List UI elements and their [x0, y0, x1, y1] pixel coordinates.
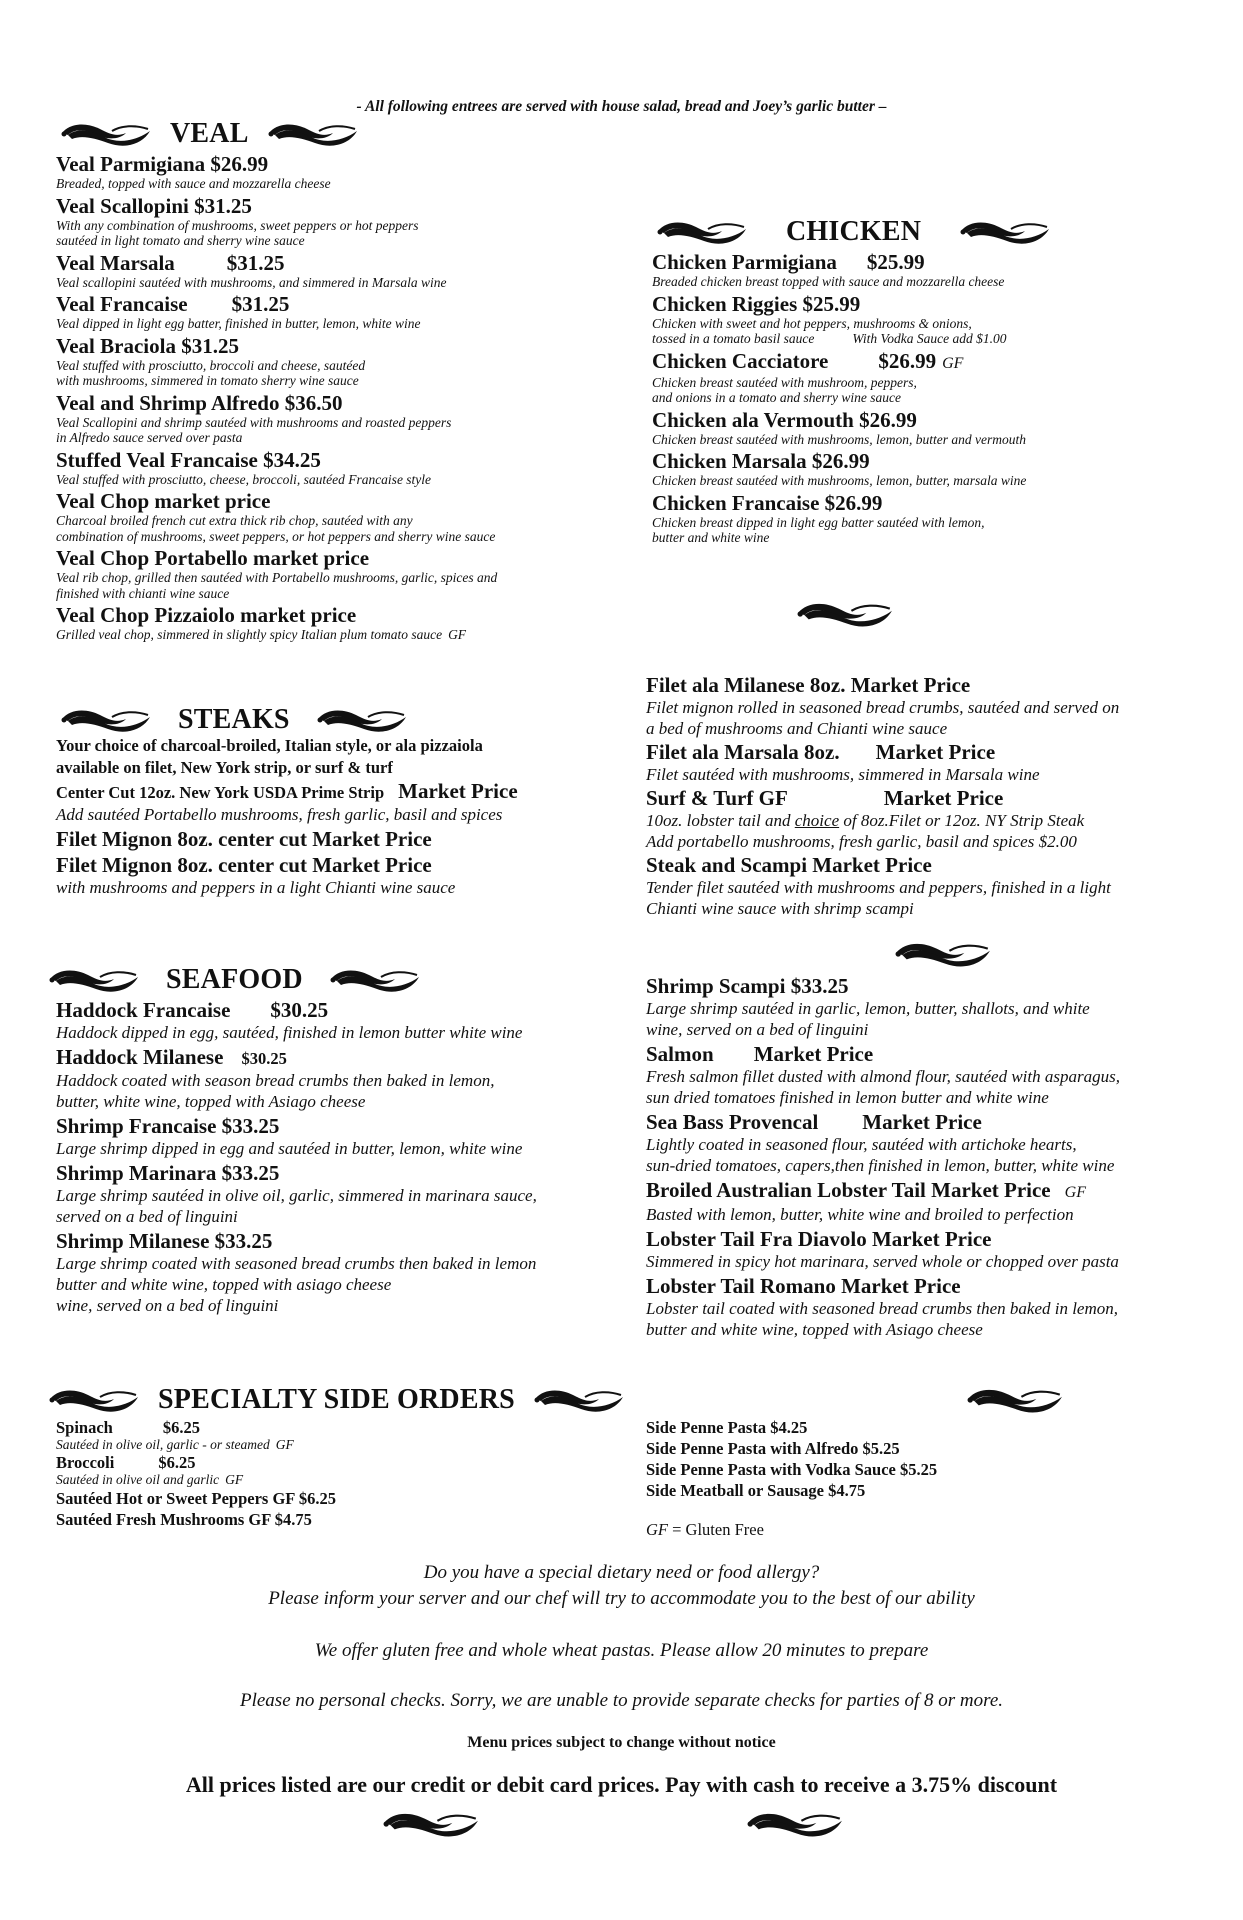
- menu-item: [646, 1179, 1226, 1225]
- item-desc: Sautéed in olive oil, garlic - or steamed: [56, 1437, 270, 1452]
- item-price: Market Price: [398, 779, 518, 803]
- item-desc: Chicken with sweet and hot peppers, mushrooms & onions,: [652, 315, 972, 331]
- item-desc: and onions in a tomato and sherry wine sauce: [652, 390, 901, 405]
- item-name: Veal Braciola $31.25: [56, 333, 239, 358]
- item-name: Shrimp Milanese $33.25: [56, 1229, 273, 1253]
- scroll-divider-icon: [376, 1808, 486, 1845]
- item-price: Market Price: [875, 740, 996, 764]
- item-desc: with mushrooms, simmered in tomato sherry wine sauce: [56, 373, 359, 388]
- item-name: Sea Bass Provencal: [646, 1110, 819, 1134]
- item-desc: finished with chianti wine sauce: [56, 585, 230, 601]
- chicken-title: CHICKEN: [786, 216, 922, 247]
- menu-item: [56, 1046, 624, 1112]
- menu-item: [56, 293, 616, 332]
- item-name: Chicken Parmigiana: [652, 250, 837, 274]
- item-desc: butter and white wine: [652, 530, 770, 545]
- item-desc: Large shrimp sautéed in olive oil, garlic, simmered in marinara sauce,: [56, 1186, 537, 1205]
- item-name: Chicken Marsala $26.99: [652, 449, 870, 473]
- item-price: $6.25: [162, 1418, 200, 1437]
- item-price: Market Price: [753, 1042, 874, 1066]
- menu-item: [646, 1228, 1226, 1272]
- steaks-intro: available on filet, New York strip, or surf & turf: [56, 758, 393, 777]
- item-name: Shrimp Scampi $33.25: [646, 974, 849, 998]
- item-price: $26.99: [878, 348, 937, 373]
- chicken-header: [652, 216, 1212, 248]
- veal-header: [56, 118, 616, 150]
- gluten-free-badge: GF: [942, 354, 964, 372]
- price-change-note: Menu prices subject to change without notice: [467, 1734, 776, 1751]
- item-desc: in Alfredo sauce served over pasta: [56, 430, 243, 445]
- checks-note: Please no personal checks. Sorry, we are unable to provide separate checks for parties of 8 or more.: [239, 1690, 1004, 1711]
- item-name: Salmon: [646, 1042, 714, 1066]
- item-desc: Sautéed in olive oil and garlic: [56, 1471, 220, 1487]
- item-name: Filet Mignon 8oz. center cut Market Price: [56, 853, 432, 877]
- item-name: Chicken Cacciatore: [652, 348, 829, 373]
- side-item: Side Penne Pasta $4.25: [646, 1418, 808, 1437]
- item-name: Veal Francaise: [56, 292, 188, 316]
- item-desc: Simmered in spicy hot marinara, served whole or chopped over pasta: [646, 1252, 1119, 1271]
- veal-title: VEAL: [170, 118, 249, 149]
- side-item: [56, 1418, 616, 1453]
- allergy-question: Do you have a special dietary need or food allergy?: [423, 1562, 820, 1583]
- steaks-intro: Your choice of charcoal-broiled, Italian style, or ala pizzaiola: [56, 736, 483, 755]
- steaks-right-section: [646, 674, 1226, 919]
- menu-item: [56, 490, 616, 544]
- item-name: Veal Parmigiana $26.99: [56, 152, 269, 176]
- menu-item: [652, 492, 1212, 546]
- scroll-ornament-icon: [263, 119, 363, 149]
- item-name: Broiled Australian Lobster Tail Market Price: [646, 1178, 1051, 1202]
- item-name: Haddock Milanese: [56, 1045, 224, 1069]
- item-desc: Large shrimp coated with seasoned bread crumbs then baked in lemon: [56, 1254, 537, 1273]
- item-desc: Tender filet sautéed with mushrooms and peppers, finished in a light: [646, 878, 1111, 897]
- item-name: Veal Chop Portabello market price: [56, 546, 370, 570]
- sides-header: [44, 1384, 629, 1416]
- item-name: Steak and Scampi Market Price: [646, 853, 932, 877]
- item-desc: Add sautéed Portabello mushrooms, fresh garlic, basil and spices: [56, 805, 503, 824]
- item-desc: Haddock dipped in egg, sautéed, finished in lemon butter white wine: [56, 1023, 523, 1042]
- item-price: $25.99: [866, 250, 925, 274]
- item-desc: Grilled veal chop, simmered in slightly spicy Italian plum tomato sauce: [56, 627, 443, 642]
- item-desc: sautéed in light tomato and sherry wine sauce: [56, 233, 305, 248]
- scroll-divider-icon: [740, 1808, 850, 1845]
- menu-item: [56, 1162, 624, 1227]
- item-name: Lobster Tail Romano Market Price: [646, 1274, 961, 1298]
- menu-item: [56, 335, 616, 389]
- gf-key: GF: [646, 1520, 668, 1539]
- item-desc: Veal Scallopini and shrimp sautéed with mushrooms and roasted peppers: [56, 414, 452, 430]
- item-desc: Charcoal broiled french cut extra thick rib chop, sautéed with any: [56, 513, 413, 528]
- scroll-divider-icon: [790, 598, 900, 635]
- item-desc: Filet mignon rolled in seasoned bread crumbs, sautéed and served on: [646, 698, 1120, 717]
- item-desc: Haddock coated with season bread crumbs then baked in lemon,: [56, 1071, 495, 1090]
- scroll-ornament-icon: [56, 119, 156, 149]
- item-desc: butter and white wine, topped with asiago cheese: [56, 1275, 392, 1294]
- menu-item: [56, 1115, 624, 1159]
- item-desc: Basted with lemon, butter, white wine and broiled to perfection: [646, 1205, 1074, 1224]
- seafood-title: SEAFOOD: [166, 964, 303, 995]
- item-desc: Chicken breast dipped in light egg batter sautéed with lemon,: [652, 514, 985, 530]
- scroll-ornament-icon: [955, 217, 1055, 247]
- menu-item: [56, 153, 616, 192]
- menu-item: [652, 450, 1212, 489]
- sides-right: [646, 1418, 1206, 1540]
- item-desc: served on a bed of linguini: [56, 1207, 238, 1226]
- item-name: Filet Mignon 8oz. center cut Market Price: [56, 827, 432, 851]
- scroll-ornament-icon: [44, 965, 144, 995]
- item-name: Spinach: [56, 1418, 113, 1437]
- gluten-free-badge: GF: [448, 627, 467, 642]
- seafood-right-section: [646, 972, 1226, 1340]
- side-item: Side Meatball or Sausage $4.75: [646, 1481, 866, 1500]
- item-name: Veal Scallopini $31.25: [56, 193, 252, 218]
- menu-item: [646, 975, 1226, 1040]
- side-item: Side Penne Pasta with Alfredo $5.25: [646, 1439, 900, 1458]
- menu-item: [56, 449, 616, 488]
- item-name: Haddock Francaise: [56, 998, 231, 1022]
- item-desc: Add portabello mushrooms, fresh garlic, basil and spices $2.00: [646, 832, 1077, 851]
- gluten-free-badge: GF: [1064, 1184, 1086, 1201]
- menu-item: [56, 392, 616, 446]
- item-name: Surf & Turf GF: [646, 786, 788, 810]
- seafood-header: [44, 964, 624, 996]
- scroll-divider-icon: [960, 1384, 1070, 1421]
- menu-item: [56, 195, 616, 249]
- veal-section: [56, 118, 616, 643]
- sides-left: [56, 1418, 616, 1529]
- item-desc: Veal scallopini sautéed with mushrooms, and simmered in Marsala wine: [56, 274, 447, 290]
- item-desc: With any combination of mushrooms, sweet peppers or hot peppers: [56, 217, 419, 233]
- item-desc: Filet sautéed with mushrooms, simmered in Marsala wine: [646, 765, 1040, 784]
- item-desc: 10oz. lobster tail and: [646, 811, 795, 830]
- item-price: Market Price: [883, 786, 1004, 810]
- item-name: Chicken Francaise $26.99: [652, 490, 883, 515]
- item-desc: Chianti wine sauce with shrimp scampi: [646, 899, 914, 918]
- gluten-free-badge: GF: [225, 1471, 244, 1487]
- menu-item: [652, 293, 1212, 347]
- item-price: $31.25: [226, 250, 285, 275]
- menu-item: [652, 409, 1212, 448]
- cash-discount-note: All prices listed are our credit or debit card prices. Pay with cash to receive a 3.75% discount: [185, 1772, 1058, 1797]
- item-price: $30.25: [270, 998, 329, 1022]
- item-name: Veal Marsala: [56, 250, 175, 275]
- sides-title: SPECIALTY SIDE ORDERS: [158, 1384, 515, 1415]
- menu-item: [646, 1043, 1226, 1108]
- seafood-section: [44, 964, 624, 1316]
- item-desc: of 8oz.Filet or 12oz. NY Strip Steak: [839, 811, 1085, 830]
- entrees-intro: - All following entrees are served with house salad, bread and Joey’s garlic butter –: [356, 98, 887, 115]
- gluten-free-badge: GF: [275, 1437, 294, 1452]
- item-name: Broccoli: [56, 1452, 115, 1472]
- steaks-section: [56, 704, 616, 898]
- gluten-free-note: We offer gluten free and whole wheat pastas. Please allow 20 minutes to prepare: [314, 1640, 929, 1661]
- item-desc: Breaded, topped with sauce and mozzarella cheese: [56, 176, 331, 191]
- item-desc: Large shrimp dipped in egg and sautéed in butter, lemon, white wine: [56, 1139, 523, 1158]
- menu-item: [652, 251, 1212, 290]
- item-price: $30.25: [241, 1049, 287, 1068]
- item-desc: wine, served on a bed of linguini: [56, 1296, 279, 1315]
- item-desc: Fresh salmon fillet dusted with almond flour, sautéed with asparagus,: [646, 1067, 1120, 1086]
- item-desc: Breaded chicken breast topped with sauce and mozzarella cheese: [652, 274, 1005, 289]
- side-item: Sautéed Hot or Sweet Peppers GF $6.25: [56, 1489, 337, 1508]
- item-desc: Veal stuffed with prosciutto, cheese, broccoli, sautéed Francaise style: [56, 471, 432, 487]
- item-name: Chicken Riggies $25.99: [652, 291, 861, 316]
- item-desc-underlined: choice: [794, 811, 840, 830]
- item-name: Stuffed Veal Francaise $34.25: [56, 447, 321, 472]
- item-name: Center Cut 12oz. New York USDA Prime Strip: [56, 783, 385, 802]
- menu-item: [652, 350, 1212, 406]
- item-desc: Large shrimp sautéed in garlic, lemon, butter, shallots, and white: [646, 999, 1090, 1018]
- item-desc: with mushrooms and peppers in a light Chianti wine sauce: [56, 878, 456, 897]
- item-desc: Chicken breast sautéed with mushrooms, lemon, butter and vermouth: [652, 431, 1026, 447]
- gluten-free-legend: [646, 1520, 1206, 1540]
- item-desc: Lightly coated in seasoned flour, sautéed with artichoke hearts,: [646, 1135, 1077, 1154]
- menu-item: [646, 1275, 1226, 1340]
- item-price: Market Price: [862, 1110, 982, 1134]
- item-name: Filet ala Milanese 8oz. Market Price: [646, 673, 971, 697]
- gf-definition: = Gluten Free: [668, 1520, 764, 1539]
- item-desc: combination of mushrooms, sweet peppers, or hot peppers and sherry wine sauce: [56, 528, 496, 544]
- chicken-section: [652, 216, 1212, 546]
- scroll-divider-icon: [888, 938, 998, 975]
- menu-item: [56, 1230, 624, 1316]
- item-desc: Chicken breast sautéed with mushroom, peppers,: [652, 374, 917, 390]
- scroll-ornament-icon: [652, 217, 752, 247]
- scroll-ornament-icon: [56, 705, 156, 735]
- menu-item: [56, 999, 624, 1043]
- side-item: [56, 1453, 616, 1488]
- item-name: Veal Chop market price: [56, 489, 271, 513]
- scroll-ornament-icon: [529, 1385, 629, 1415]
- item-desc: a bed of mushrooms and Chianti wine sauce: [646, 719, 948, 738]
- item-desc: butter, white wine, topped with Asiago cheese: [56, 1092, 366, 1111]
- item-name: Lobster Tail Fra Diavolo Market Price: [646, 1227, 992, 1251]
- item-desc: butter and white wine, topped with Asiago cheese: [646, 1320, 983, 1339]
- side-item: Sautéed Fresh Mushrooms GF $4.75: [56, 1510, 312, 1529]
- item-desc: wine, served on a bed of linguini: [646, 1020, 869, 1039]
- menu-item: [56, 604, 616, 643]
- item-desc: Veal stuffed with prosciutto, broccoli and cheese, sautéed: [56, 357, 366, 373]
- item-name: Veal Chop Pizzaiolo market price: [56, 603, 357, 627]
- menu-item: [56, 547, 616, 601]
- menu-item: [646, 1111, 1226, 1176]
- scroll-ornament-icon: [312, 705, 412, 735]
- item-addon: With Vodka Sauce add $1.00: [852, 331, 1007, 346]
- item-name: Shrimp Francaise $33.25: [56, 1114, 280, 1138]
- item-desc: Veal dipped in light egg batter, finished in butter, lemon, white wine: [56, 316, 421, 331]
- steaks-title: STEAKS: [178, 704, 290, 735]
- scroll-ornament-icon: [44, 1385, 144, 1415]
- item-name: Shrimp Marinara $33.25: [56, 1161, 280, 1185]
- item-price: $6.25: [158, 1452, 196, 1472]
- item-desc: Veal rib chop, grilled then sautéed with Portabello mushrooms, garlic, spices and: [56, 570, 498, 585]
- item-desc: sun dried tomatoes finished in lemon butter and white wine: [646, 1088, 1049, 1107]
- allergy-note: Please inform your server and our chef will try to accommodate you to the best of our ability: [268, 1588, 975, 1609]
- item-price: $31.25: [231, 292, 290, 316]
- scroll-ornament-icon: [325, 965, 425, 995]
- menu-item: [56, 252, 616, 291]
- item-desc: Lobster tail coated with seasoned bread crumbs then baked in lemon,: [646, 1299, 1119, 1318]
- item-name: Filet ala Marsala 8oz.: [646, 740, 840, 764]
- side-item: Side Penne Pasta with Vodka Sauce $5.25: [646, 1460, 938, 1479]
- item-desc: sun-dried tomatoes, capers,then finished in lemon, butter, white wine: [646, 1156, 1115, 1175]
- item-desc: Chicken breast sautéed with mushrooms, lemon, butter, marsala wine: [652, 473, 1027, 488]
- item-name: Veal and Shrimp Alfredo $36.50: [56, 390, 343, 415]
- item-name: Chicken ala Vermouth $26.99: [652, 407, 917, 432]
- steaks-header: [56, 704, 616, 736]
- item-desc: tossed in a tomato basil sauce: [652, 331, 815, 346]
